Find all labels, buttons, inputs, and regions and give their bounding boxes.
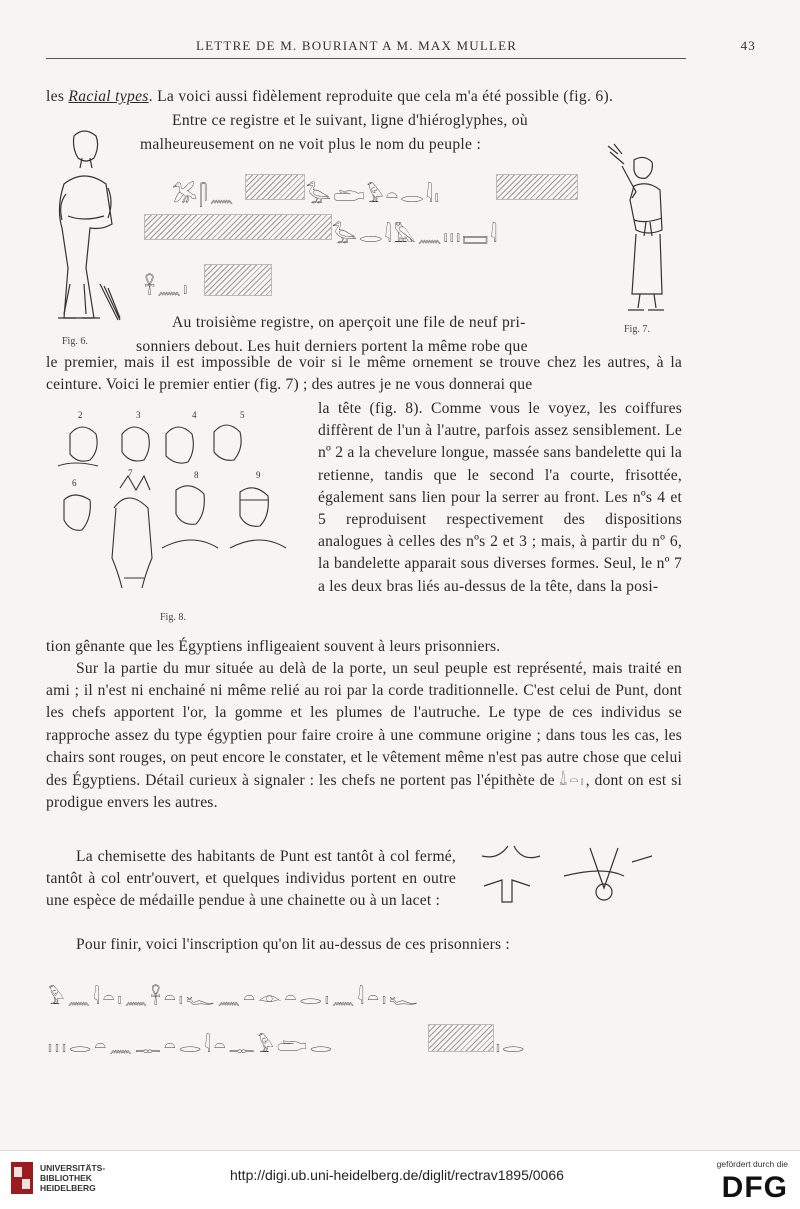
text-line-2: Entre ce registre et le suivant, ligne d'hiéroglyphes, où <box>172 112 528 129</box>
paragraph-fig7-intro: le premier, mais il est impossible de voir si le même ornement se trouve chez les autres, à la ceinture. Voici le premier entier (fig. 7) ; des autres je ne vous donnerai que <box>46 354 682 394</box>
dfg-logo: DFG <box>721 1171 788 1204</box>
inscription-lacuna <box>428 1024 494 1052</box>
inscription-row-2-end: 𓏤𓂋 <box>496 1035 527 1057</box>
lacuna-2 <box>496 174 578 200</box>
fig8-label: 4 <box>192 410 197 420</box>
header-rule <box>46 58 686 59</box>
inscription-row-1: 𓅱𓈖𓇋𓏏𓏤𓈖𓋹𓏏𓏤𓆑𓈖𓏏𓁹𓏏𓂋𓏤𓈖𓇋𓏏𓏤𓆑 <box>48 987 421 1009</box>
epithet-hieroglyph: 𓍑𓏏𓏤 <box>559 771 586 790</box>
fig8-label: 6 <box>72 478 77 488</box>
fig6-figure-drawing <box>44 124 134 334</box>
fig8-label: 3 <box>136 410 141 420</box>
library-name: UNIVERSITÄTS- BIBLIOTHEK HEIDELBERG <box>40 1163 106 1193</box>
page-number: 43 <box>740 38 756 53</box>
digitization-footer <box>0 1150 800 1209</box>
paragraph-punt: Sur la partie du mur située au delà de la porte, un seul peuple est représenté, mais traité en ami ; il n'est ni enchainé ni même relié au roi par la corde traditionnelle. C'est celui de Punt, dont les chefs apportent l'or, la gomme et les plumes de l'autruche. Le type de ces individus se rapproche assez du type égyptien pour faire croire à une commune origine ; dans tous les cas, les chairs sont rouges, on peut encore le constater, et le vêtement même n'est pas autre chose que celui des Égyptiens. Détail curieux à signaler : les chefs ne portent pas l'épithète de 𓍑𓏏𓏤, dont on est si prodigue envers les autres. <box>46 660 682 812</box>
funded-by-text: gefördert durch die <box>716 1159 788 1169</box>
fig8-label: 2 <box>78 410 83 420</box>
hieroglyph-row-2: 𓅭𓂋𓇋𓅓𓈖𓏤𓏤𓏤𓈙𓇋 <box>332 223 500 247</box>
lacuna-1 <box>245 174 305 200</box>
racial-types-emphasis: Racial types <box>68 88 149 105</box>
fig7-caption: Fig. 7. <box>624 324 650 335</box>
lacuna-4 <box>204 264 272 296</box>
fig8-caption: Fig. 8. <box>160 612 186 623</box>
running-title: LETTRE DE M. BOURIANT A M. MAX MULLER <box>196 38 518 53</box>
collar-medal-sketch <box>472 842 682 912</box>
fig8-heads-drawing <box>44 408 306 608</box>
text-line-3: malheureusement on ne voit plus le nom du peuple : <box>140 136 482 153</box>
hieroglyph-row-3: 𓋹𓈖𓏤 <box>144 275 190 299</box>
fig7-figure-drawing <box>594 140 674 320</box>
paragraph-prisoners-end: tion gênante que les Égyptiens infligeaient souvent à leurs prisonniers. <box>46 638 501 655</box>
inscription-row-2: 𓏤𓏤𓏤𓂋𓏏𓈖𓊃𓏏𓂋𓇋𓏏𓊃𓅱𓂧𓂋 <box>48 1035 336 1057</box>
text-line-4: Au troisième registre, on aperçoit une file de neuf pri- <box>172 314 526 331</box>
paragraph-inscription-intro: Pour finir, voici l'inscription qu'on lit au-dessus de ces prisonniers : <box>76 936 510 953</box>
text-line-1: les Racial types. La voici aussi fidèlement reproduite que cela m'a été possible (fig. 6). <box>46 88 614 105</box>
fig8-label: 7 <box>128 468 133 478</box>
fig8-label: 8 <box>194 470 199 480</box>
hieroglyph-row-1b: 𓅭𓂧𓅱𓏏𓂋𓇋𓏤 <box>306 183 441 207</box>
paragraph-chemisette: La chemisette des habitants de Punt est tantôt à col fermé, tantôt à col entr'ouvert, et quelques individus portent en outre une espèce de médaille pendue à une chainette ou à un lacet : <box>46 848 456 910</box>
source-url-link[interactable]: http://digi.ub.uni-heidelberg.de/diglit/rectrav1895/0066 <box>230 1167 564 1183</box>
lacuna-3 <box>144 214 332 240</box>
hieroglyph-row-1: 𓅮𓋴𓈖 <box>172 183 236 207</box>
fig8-label: 5 <box>240 410 245 420</box>
text-line-5: sonniers debout. Les huit derniers portent la même robe que <box>136 338 528 355</box>
paragraph-fig8-heads: la tête (fig. 8). Comme vous le voyez, les coiffures diffèrent de l'un à l'autre, parfois assez sensiblement. Le nº 2 a la chevelure longue, massée sans bandelette qui la retienne, tandis que le second l'a courte, frisottée, également sans lien pour la serrer au front. Les nºs 4 et 5 reproduisent respectivement des dispositions analogues à celles des nºs 2 et 3 ; mais, à partir du nº 6, la bandelette apparait sous diverses formes. Seul, le nº 7 a les deux bras liés au-dessus de la tête, dans la posi- <box>318 400 682 595</box>
fig8-label: 9 <box>256 470 261 480</box>
university-logo-icon <box>10 1161 34 1195</box>
fig6-caption: Fig. 6. <box>62 336 88 347</box>
